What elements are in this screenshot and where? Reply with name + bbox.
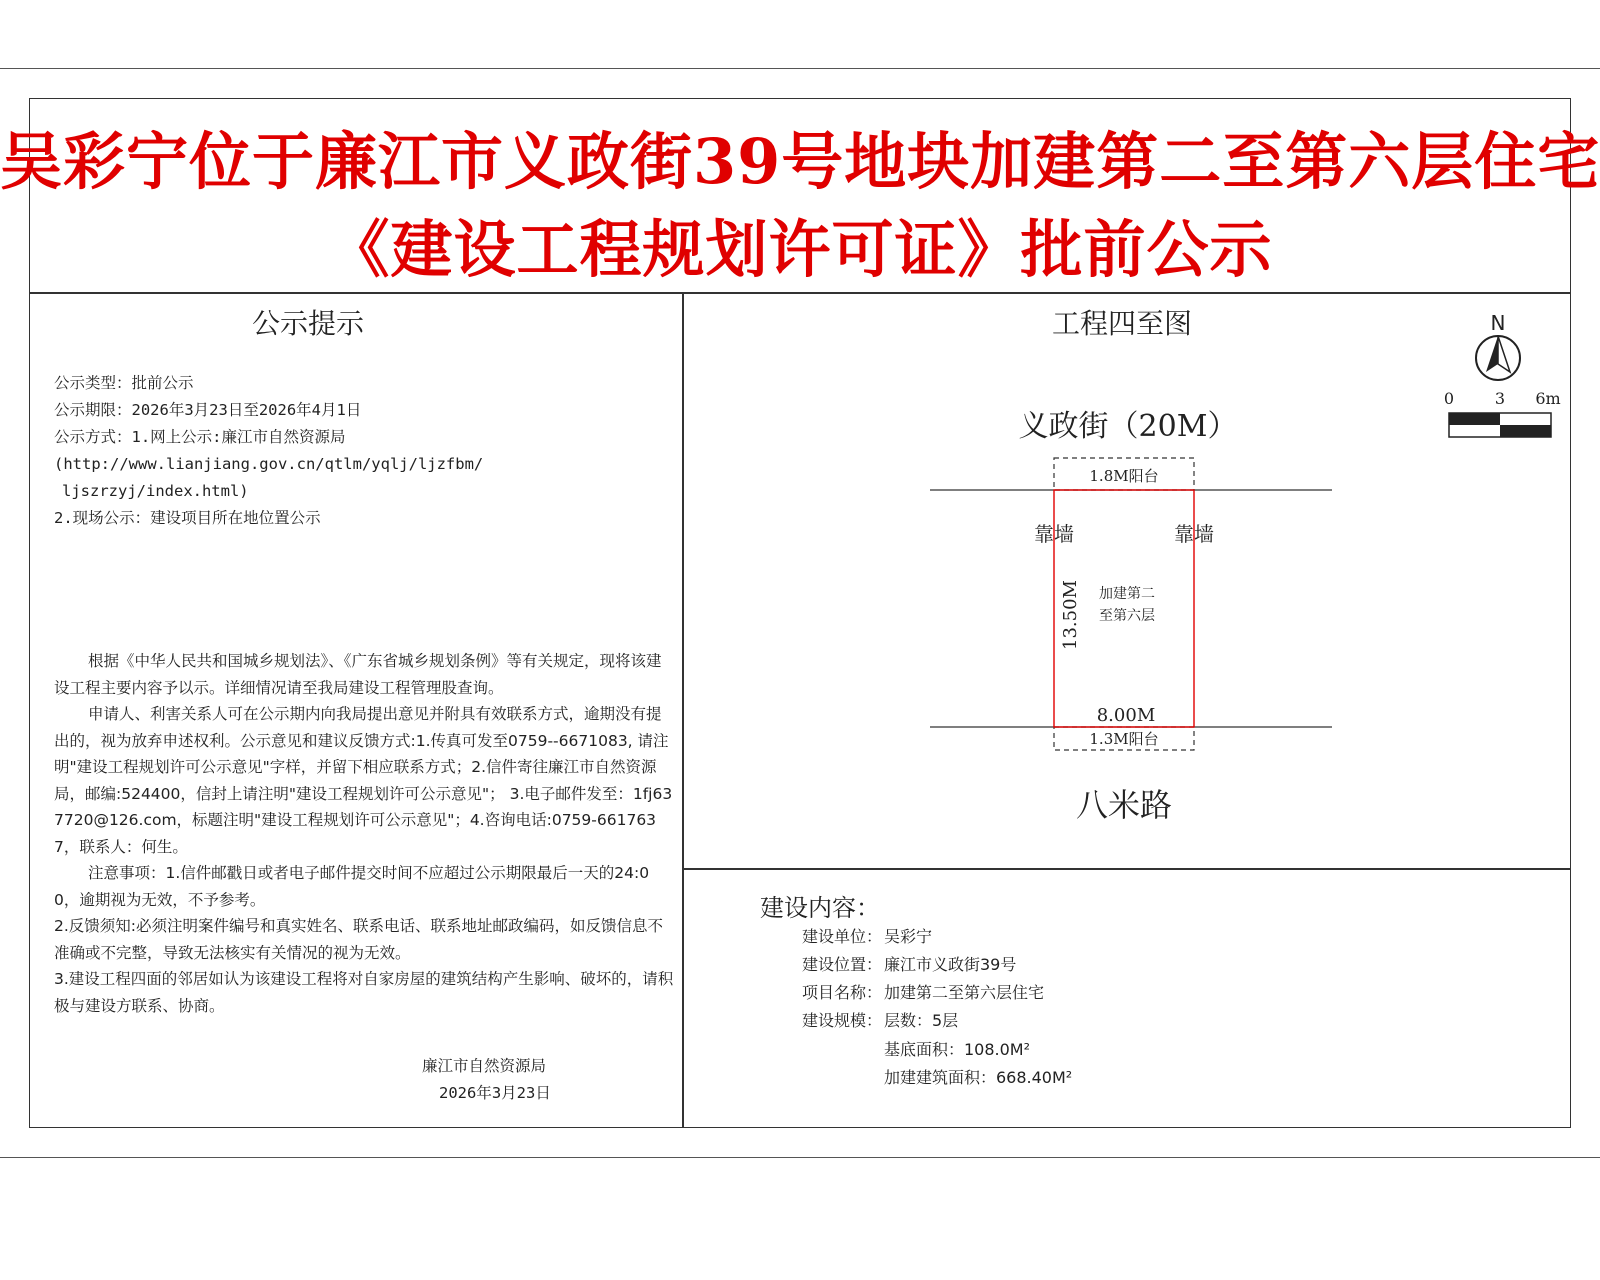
construction-location-value: 廉江市义政街39号 [884, 955, 1017, 974]
construction-project-value: 加建第二至第六层住宅 [884, 983, 1045, 1002]
notice-url-line2[interactable]: ljszrzyj/index.html) [62, 482, 249, 500]
length-label: 13.50M [1060, 580, 1081, 650]
balcony-bottom-label: 1.3M阳台 [1089, 730, 1159, 748]
construction-location-row [802, 952, 1016, 975]
construction-base-area: 基底面积：108.0M² [884, 1040, 1031, 1059]
construction-project-label: 项目名称： [802, 983, 883, 1002]
map-heading: 工程四至图 [1052, 307, 1193, 340]
scale-label-3: 3 [1494, 389, 1506, 408]
scale-label-6: 6m [1535, 389, 1561, 408]
construction-unit-label: 建设单位： [802, 927, 883, 946]
building-label-1: 加建第二 [1099, 586, 1155, 602]
notice-para-4: 2.反馈须知:必须注明案件编号和真实姓名、联系电话、联系地址邮政编码，如反馈信息不准确或不完整，导致无法核实有关情况的视为无效。 [54, 917, 664, 962]
north-arrow-icon [1476, 336, 1520, 380]
road-top-label: 义政街（20M） [1018, 409, 1238, 444]
notice-date: 2026年3月23日 [439, 1084, 551, 1102]
north-label: N [1490, 311, 1506, 335]
scale-bar [1444, 389, 1561, 437]
balcony-top-label: 1.8M阳台 [1089, 467, 1159, 485]
notice-para-2: 申请人、利害关系人可在公示期内向我局提出意见并附具有效联系方式，逾期没有提出的，视为放弃申述权利。公示意见和建议反馈方式:1.传真可发至0759--6671083, 请注明"建设工程规划许可公示意见"字样，并留下相应联系方式；2.信件寄往廉江市自然资源局，邮编:524400，信封上请注明"建设工程规划许可公示意见"； 3.电子邮件发至：1fj637720@126.com，标题注明"建设工程规划许可公示意见"；4.咨询电话:0759-6617637，联系人：何生。 [54, 705, 673, 856]
notice-para-5: 3.建设工程四面的邻居如认为该建设工程将对自家房屋的建筑结构产生影响、破坏的，请积极与建设方联系、协商。 [54, 970, 674, 1015]
scale-label-0: 0 [1443, 389, 1455, 408]
construction-location-label: 建设位置： [802, 955, 883, 974]
construction-heading: 建设内容： [760, 894, 880, 922]
notice-signer: 廉江市自然资源局 [422, 1057, 547, 1075]
construction-project-row [802, 980, 1044, 1003]
width-label: 8.00M [1096, 705, 1156, 726]
construction-added-area: 加建建筑面积：668.40M² [884, 1068, 1073, 1087]
notice-onsite: 2.现场公示：建设项目所在地位置公示 [54, 509, 321, 527]
title-line-2: 《建设工程规划许可证》批前公示 [327, 213, 1273, 286]
construction-floors-value: 层数：5层 [884, 1011, 959, 1030]
notice-url-line1[interactable]: (http://www.lianjiang.gov.cn/qtlm/yqlj/ljzfbm/ [54, 455, 484, 473]
notice-heading: 公示提示 [252, 307, 365, 340]
wall-right-label: 靠墙 [1174, 522, 1214, 546]
construction-scale-label: 建设规模： [802, 1011, 883, 1030]
construction-unit-value: 吴彩宁 [884, 927, 933, 946]
construction-unit-row [802, 924, 932, 947]
notice-type: 公示类型：批前公示 [54, 374, 194, 392]
title-line-1: 吴彩宁位于廉江市义政街39号地块加建第二至第六层住宅 [0, 125, 1600, 198]
road-bottom-label: 八米路 [1075, 786, 1173, 824]
construction-scale-row [802, 1008, 958, 1031]
notice-period: 公示期限：2026年3月23日至2026年4月1日 [54, 401, 362, 419]
wall-left-label: 靠墙 [1034, 522, 1074, 546]
building-label-2: 至第六层 [1099, 608, 1155, 624]
notice-para-3: 注意事项：1.信件邮戳日或者电子邮件提交时间不应超过公示期限最后一天的24:00，逾期视为无效，不予参考。 [54, 864, 650, 909]
notice-para-1: 根据《中华人民共和国城乡规划法》、《广东省城乡规划条例》等有关规定，现将该建设工程主要内容予以示。详细情况请至我局建设工程管理股查询。 [54, 652, 662, 697]
notice-method: 公示方式：1.网上公示:廉江市自然资源局 [54, 428, 346, 446]
